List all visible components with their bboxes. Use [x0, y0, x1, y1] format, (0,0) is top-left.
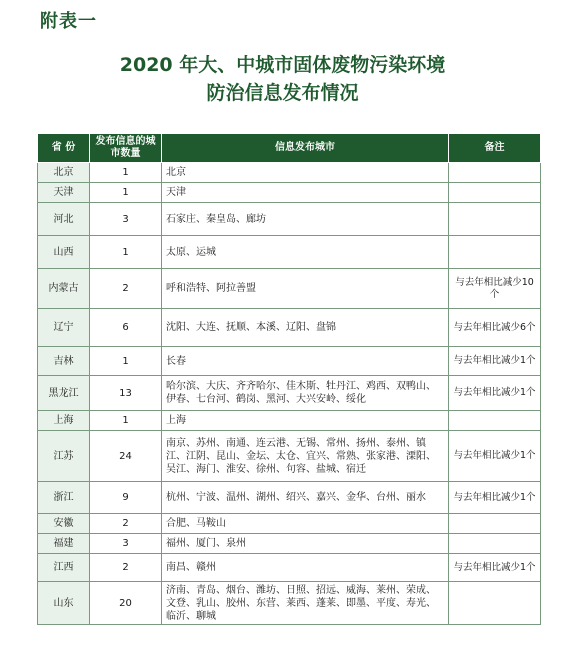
- province-cell: 上海: [38, 411, 90, 431]
- note-cell: [449, 183, 541, 203]
- table-row: [38, 376, 541, 411]
- note-cell: [449, 236, 541, 269]
- count-cell: 2: [90, 269, 162, 309]
- note-cell: [449, 534, 541, 554]
- province-cell: 北京: [38, 163, 90, 183]
- cities-cell: 南京、苏州、南通、连云港、无锡、常州、扬州、泰州、镇江、江阴、昆山、金坛、太仓、宜兴、常熟、张家港、溧阳、吴江、海门、淮安、徐州、句容、盐城、宿迁: [162, 431, 449, 482]
- province-cell: 江西: [38, 554, 90, 582]
- appendix-label: 附表一: [40, 11, 97, 32]
- count-cell: 1: [90, 183, 162, 203]
- cities-cell: 杭州、宁波、温州、湖州、绍兴、嘉兴、金华、台州、丽水: [162, 482, 449, 514]
- table-row: [38, 183, 541, 203]
- province-cell: 安徽: [38, 514, 90, 534]
- note-cell: 与去年相比减少1个: [449, 376, 541, 411]
- province-cell: 浙江: [38, 482, 90, 514]
- count-cell: 3: [90, 203, 162, 236]
- note-cell: 与去年相比减少1个: [449, 347, 541, 376]
- table-row: [38, 534, 541, 554]
- note-cell: [449, 582, 541, 625]
- table-row: [38, 582, 541, 625]
- province-cell: 天津: [38, 183, 90, 203]
- province-cell: 山西: [38, 236, 90, 269]
- note-cell: [449, 514, 541, 534]
- province-cell: 福建: [38, 534, 90, 554]
- note-cell: 与去年相比减少1个: [449, 431, 541, 482]
- note-cell: 与去年相比减少1个: [449, 482, 541, 514]
- header-count: 发布信息的城市数量: [90, 134, 162, 163]
- count-cell: 1: [90, 163, 162, 183]
- note-cell: [449, 411, 541, 431]
- province-cell: 吉林: [38, 347, 90, 376]
- province-cell: 河北: [38, 203, 90, 236]
- count-cell: 6: [90, 309, 162, 347]
- table-row: [38, 411, 541, 431]
- count-cell: 1: [90, 347, 162, 376]
- table-row: [38, 163, 541, 183]
- document-title-line2: 防治信息发布情况: [206, 82, 359, 104]
- note-cell: [449, 203, 541, 236]
- table-row: [38, 269, 541, 309]
- cities-cell: 石家庄、秦皇岛、廊坊: [162, 203, 449, 236]
- cities-cell: 南昌、赣州: [162, 554, 449, 582]
- table-row: [38, 431, 541, 482]
- count-cell: 9: [90, 482, 162, 514]
- cities-cell: 呼和浩特、阿拉善盟: [162, 269, 449, 309]
- cities-cell: 合肥、马鞍山: [162, 514, 449, 534]
- count-cell: 3: [90, 534, 162, 554]
- count-cell: 1: [90, 411, 162, 431]
- table-row: [38, 203, 541, 236]
- count-cell: 2: [90, 514, 162, 534]
- document-title-line1: 2020 年大、中城市固体废物污染环境: [119, 54, 446, 76]
- table-row: [38, 236, 541, 269]
- city-info-table: [37, 133, 541, 625]
- cities-cell: 上海: [162, 411, 449, 431]
- cities-cell: 济南、青岛、烟台、潍坊、日照、招远、威海、莱州、荣成、文登、乳山、胶州、东营、莱西、蓬莱、即墨、平度、寿光、临沂、聊城: [162, 582, 449, 625]
- province-cell: 山东: [38, 582, 90, 625]
- header-province: 省 份: [38, 134, 90, 163]
- note-cell: [449, 163, 541, 183]
- province-cell: 辽宁: [38, 309, 90, 347]
- cities-cell: 沈阳、大连、抚顺、本溪、辽阳、盘锦: [162, 309, 449, 347]
- header-note: 备注: [449, 134, 541, 163]
- cities-cell: 福州、厦门、泉州: [162, 534, 449, 554]
- table-row: [38, 482, 541, 514]
- note-cell: 与去年相比减少1个: [449, 554, 541, 582]
- province-cell: 江苏: [38, 431, 90, 482]
- table-header-row: [38, 134, 541, 163]
- note-cell: 与去年相比减少10个: [449, 269, 541, 309]
- note-cell: 与去年相比减少6个: [449, 309, 541, 347]
- province-cell: 内蒙古: [38, 269, 90, 309]
- cities-cell: 长春: [162, 347, 449, 376]
- table-row: [38, 514, 541, 534]
- count-cell: 13: [90, 376, 162, 411]
- cities-cell: 北京: [162, 163, 449, 183]
- cities-cell: 太原、运城: [162, 236, 449, 269]
- count-cell: 20: [90, 582, 162, 625]
- header-cities: 信息发布城市: [162, 134, 449, 163]
- count-cell: 24: [90, 431, 162, 482]
- count-cell: 2: [90, 554, 162, 582]
- table-row: [38, 554, 541, 582]
- province-cell: 黑龙江: [38, 376, 90, 411]
- cities-cell: 哈尔滨、大庆、齐齐哈尔、佳木斯、牡丹江、鸡西、双鸭山、伊春、七台河、鹤岗、黑河、大兴安岭、绥化: [162, 376, 449, 411]
- count-cell: 1: [90, 236, 162, 269]
- cities-cell: 天津: [162, 183, 449, 203]
- table-row: [38, 347, 541, 376]
- table-row: [38, 309, 541, 347]
